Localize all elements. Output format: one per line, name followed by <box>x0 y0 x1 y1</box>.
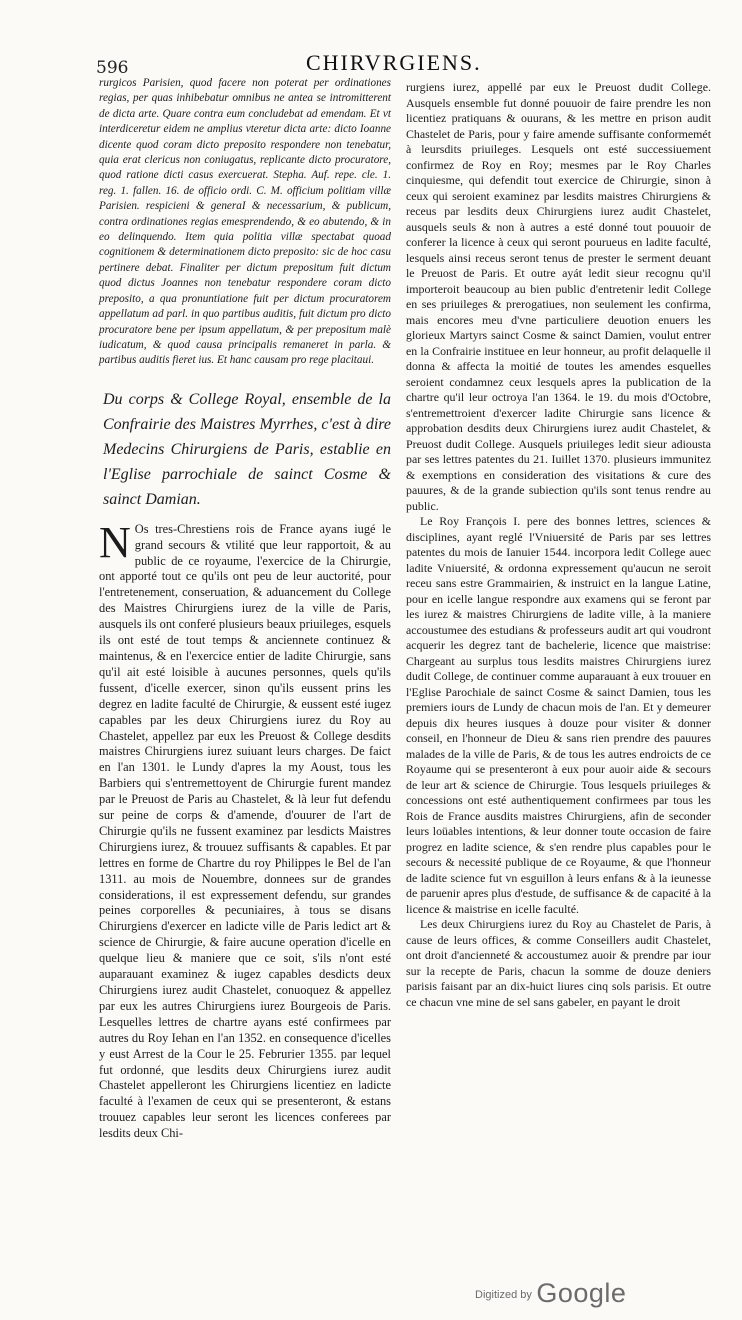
digitized-watermark <box>475 1278 626 1309</box>
section-heading: Du corps & College Royal, ensemble de la Confrairie des Maistres Myrrhes, c'est à dire Medecins Chirurgiens de Paris, establie en l'Eglise parrochiale de sainct Cosme & sainct Damian. <box>103 390 391 508</box>
latin-passage: rurgicos Parisien, quod facere non poterat per ordinationes regias, per quas inhibebatur omnibus ne antea se intromitterent de dicta arte. Quare contra eum concludebat ad emendam. Et vt interdiceretur eidem ne amplius vteretur dicta arte: dicto Ioanne dicente quod coram dicto preposito respondere non tenebatur, quia erat clericus non coniugatus, replicante dicto procuratore, quod ratione dicti casus exercuerat. Stepha. Auf. repe. cle. 1. reg. 1. fallen. 16. de officio ordi. C. M. officium politiam villæ Parisien. respicieni & generaI & necessarium, & publicum, contra ordinationes regias emesprendendo, & eo abutendo, & in eo delinquendo. Item quia politia villæ spectabat quoad cognitionem & determinationem dicto preposito: sic de hoc casu pertinere debat. Finaliter per dictum prepositum fuit dictum quod dictus Joannes non tenebatur respondere coram dicto preposito, a qua pronuntiatione fuit per dictum procuratorem appellatum ad parl. in quo partibus auditis, fuit dictum pro dicto procuratore bene per ipsum appellatum, & per prepositum malè iudicatum, & quod causa principalis remaneret in parla. & partibus auditis fieret ius. Et hanc causam pro rege placitaui. <box>99 77 391 367</box>
body-text: Os tres-Chrestiens rois de France ayans iugé le grand secours & vtilité que leur rapportoit, & au public de ce royaume, l'exercice de la Chirurgie, ont apporté tout ce qu'ils ont peu de leur auctorité, pour l'entretenement, conseruation, & aduancement du College des Maistres Chirurgiens iurez de la ville de Paris, ausquels ils ont conferé plusieurs beaux priuileges, esquels ils ont esté de tout temps & anciennete continuez & maintenus, & en l'exercice entier de ladite Chirurgie, sans qu'il ait esté loisible à aucunes personnes, quels qu'ils fussent, d'icelle exercer, sinon qu'ils eussent prins les degrez en ladite faculté de Chirurgie, & eussent esté iugez capables par les deux Chirurgiens iurez du Roy au Chastelet, appellez par eux les Preuost & College desdits maistres Chirurgiens iurez suiuant leurs charges. De faict en l'an 1301. le Lundy d'apres la my Aoust, tous les Barbiers qui s'entremettoyent de Chirurgie furent mandez par le Preuost de Paris au Chastelet, & là leur fut defendu sur peine de corps & d'amende, d'ouurer de l'art de Chirurgie qu'ils ne fussent examinez par lesdicts Maistres Chirurgiens iurez, & trouuez suffisants & capables. Et par lettres en forme de Chartre du roy Philippes le Bel de l'an 1311. au mois de Nouembre, donnees sur de grandes considerations, il est expressement defendu, sur grandes peines corporelles & pecuniaires, à tous se disans Chirurgiens d'exercer en ladicte ville de Paris ledict art & science de Chirurgie, & faire aucune operation d'icelle en quelque lieu & maniere que ce soit, s'ils n'ont esté auparauant examinez & iugez capables desdicts deux Chirurgiens iurez audit Chastelet, conuoquez & appellez par eux les autres Chirurgiens iurez Bourgeois de Paris. Lesquelles lettres de chartre ayans esté confirmees par autres du Roy Iehan en l'an 1352. en consequence d'icelles y eust Arrest de la Cour le 25. Februrier 1355. par lequel fut ordonné, que lesdits deux Chirurgiens iurez audit Chastelet appelleront les Chirurgiens licentiez en ladicte faculté à l'examen de ceux qui se presenteront, & estans trouuez capables leur seront les licences conferees par lesdits deux Chi- <box>99 521 391 1141</box>
body-paragraph <box>99 517 391 1142</box>
drop-cap: N <box>99 517 131 567</box>
paragraph-francois: Le Roy François I. pere des bonnes lettres, sciences & disciplines, ayant reglé l'Vniuersité de Paris par ses lettres patentes du mois de Ianuier 1544. incorpora ledit College auec ladite Vniuersité, & ordonna expressement qu'aucun ne seroit receu sans estre Grammairien, & instruict en la langue Latine, pour en icelle langue respondre aux examens qui se feront par les iurez & maistres Chirurgiens de ladite ville, à la maniere accoustumee des estudians & professeurs audit art qui voudront acquerir les degrez tant de bachelerie, licence que maistrise: Chargeant au surplus tous lesdits maistres Chirurgiens iurez dudit College, de continuer comme auparauant à eux trouuer en l'Eglise Parochiale de sainct Cosme & sainct Damien, tous les premiers iours de Lundy de chacun mois de l'an. Et y demeurer depuis dix heures iusques à douze pour visiter & donner conseil, en l'honneur de Dieu & sans rien prendre des pauures malades de la ville de Paris, & de tous les autres endroicts de ce Royaume qui se presenteront à eux pour auoir aide & secours de leur art & science de Chirurgie. Tous lesquels priuileges & concessions ont esté authentiquement confirmees par tous les Rois de France ausdits maistres Chirurgiens, afin de seconder leurs loüables intentions, & leur donner toute occasion de faire progrez en ladite science, & s'en rendre plus capables pour le secours & necessité publique de ce Royaume, & que l'honneur de ladite science fut vn esguillon à leurs enfans & à la ieunesse de paruenir apres plus d'estude, de suffisance & de capacité à la licence & maistrise en icelle faculté. <box>406 514 711 916</box>
left-column <box>99 76 391 1142</box>
running-head: CHIRVRGIENS. <box>306 50 482 75</box>
paragraph-continuation: rurgiens iurez, appellé par eux le Preuost dudit College. Ausquels ensemble fut donné pouuoir de faire prendre les non licentiez pratiquans & ouurans, & les mettre en prison audit Chastelet de Paris, pour y faire amende suffisante conformemét à leursdits priuileges. Lesquels ont esté successiuement confirmez de Roy en Roy; mesmes par le Roy Charles cinquiesme, qui defendit tout exercice de Chirurgie, sinon à ceux qui seroient examinez par lesdits maistres Chirurgiens & receus par lesdits deux Chirurgiens iurez audit Chastelet, ausquels seuls & non à autres a esté donné tout pouuoir de conferer la licence à ceux qui seront pourueus en ladite faculté, lesquels ainsi receus seront tenus de prester le serment deuant le Preuost de Paris. Et outre ayát ledit sieur recognu qu'il importeroit beaucoup au bien public d'entretenir ledit College en ses priuileges & prerogatiues, non seulement les confirma, mais encores meu d'vne particuliere deuotion enuers les glorieux Martyrs sainct Cosme & sainct Damien, voulut entrer en la Confrairie instituee en leur honneur, au profit delaquelle il donna & affecta la moitié de toutes les amendes esquelles seroient condamnez ceux lesquels apres la publication de la chartre qu'il leur octroya l'an 1364. le 19. du mois d'Octobre, s'entremettroient d'exercer ladite Chirurgie sans licence & approbation desdits deux Chirurgiens iurez audit Chastelet, & Preuost dudit College. Ausquels priuileges ledit sieur adiousta par ses lettres patentes du 21. Iuillet 1370. plusieurs immunitez & exemptions en consideration des visitations & cure des pauures, & de la grande subiection qu'ils sont tenus rendre au public. <box>406 80 711 513</box>
right-column <box>406 80 711 1010</box>
google-logo: Google <box>536 1278 627 1308</box>
paragraph-chastelet: Les deux Chirurgiens iurez du Roy au Chastelet de Paris, à cause de leurs offices, & comme Conseillers audit Chastelet, ont droit d'ancienneté & accoustumez auoir & prendre par iour sur la recepte de Paris, chacun la somme de douze deniers parisis faisant par an dix-huict liures cinq sols parisis. Et outre ce chacun vne mine de sel sans gabeler, en payant le droit <box>406 917 711 1009</box>
watermark-prefix: Digitized by <box>475 1289 532 1301</box>
page-number: 596 <box>96 58 129 78</box>
